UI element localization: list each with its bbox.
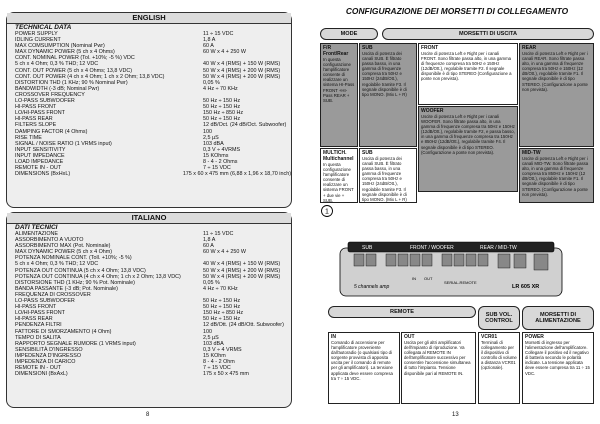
spec-label: ASSORBIMENTO A VUOTO xyxy=(15,237,84,244)
spec-label: LOAD IMPEDANCE xyxy=(15,158,64,165)
amp-model: LR 605 XR xyxy=(512,284,540,290)
spec-value: 60 W x 4 + 250 W xyxy=(203,49,246,56)
power-desc: POWER Morsetti di ingresso per l'alimentazione dell'amplificatore. Collegare il positivo ed il negativo di batteria secondo le polarità indicate. La tensione applicata deve essere compresa tra 11 ÷ 15 VDC. xyxy=(522,332,594,404)
spec-value: 0,3 V ÷ 4VRMS xyxy=(203,146,241,153)
amp-label-front: FRONT / WOOFER xyxy=(410,245,454,251)
spec-value: 0,3 V ÷ 4 VRMS xyxy=(203,346,242,353)
spec-value: 60 A xyxy=(203,243,214,250)
mode-multichannel: MULTICH. Multichannel In questa configurazione l'amplificatore consente di realizzare un sistema FRONT + due vie + SUB. xyxy=(320,148,358,203)
spec-label: POWER SUPPLY xyxy=(15,31,58,37)
spec-value: 50 W x 4 (RMS) + 200 W (RMS) xyxy=(203,73,281,80)
outputs-header: MORSETTI DI USCITA xyxy=(382,28,594,40)
spec-label: HI-PASS REAR xyxy=(15,116,53,123)
spec-label: SENSIBILITÀ D'INGRESSO xyxy=(15,346,83,353)
spec-value: 1,8 A xyxy=(203,237,216,244)
spec-value: 100 xyxy=(203,328,212,335)
spec-row xyxy=(7,371,291,377)
spec-value: 4 Hz ÷ 70 KHz xyxy=(203,285,238,292)
spec-label: DAMPING FACTOR (4 Ohms) xyxy=(15,128,88,135)
italiano-subheader: DATI TECNICI xyxy=(15,224,58,231)
english-spec-table xyxy=(7,31,291,177)
spec-label: 5 ch x 4 Ohm; 0,3 % THD; 12 VDC xyxy=(15,261,99,268)
spec-value: 50 W x 4 (RMS) + 200 W (RMS) xyxy=(203,67,281,74)
remote-out-desc: OUT Uscita per gli altri amplificatori dell'impianto di riproduzione. Va collegata al REMOTE IN dell'amplificatore successivo per consentire l'accensione simultanea di tutto l'impianto. Tensione disponibile pari al REMOTE IN. xyxy=(401,332,476,404)
spec-value: 50 Hz ÷ 150 Hz xyxy=(203,116,241,123)
amp-label-rear: REAR / MID-TW xyxy=(480,245,517,251)
italiano-header: ITALIANO xyxy=(7,213,291,224)
spec-label: DISTORSIONE THD (1 KHz; 90 % Pot. Nominale) xyxy=(15,279,135,286)
spec-value: 0,05 % xyxy=(203,79,220,86)
spec-label: HI-PASS FRONT xyxy=(15,104,57,111)
remote-header: REMOTE xyxy=(328,306,476,318)
italiano-spec-table xyxy=(7,231,291,377)
spec-label: TEMPO DI SALITA xyxy=(15,334,61,341)
right-page-number: 13 xyxy=(452,412,459,418)
spec-value: 8 - 4 - 2 Ohm xyxy=(203,358,235,365)
spec-label: DISTORTION THD (1 KHz; 90 % Nominal Pwr) xyxy=(15,79,128,86)
sub-output-1: SUB Uscita di potenza dei canali SUB. È filtrato passa basso, in una gamma di frequenze compresa tra 50Hz e 150Hz (24dB/Ott.), regolabile tramite F3. Il segnale disponibile è di tipo MONO. (Mix L + R) xyxy=(359,43,417,147)
spec-label: BANDA PASSANTE (-3 dB; Pot. Nominale) xyxy=(15,285,118,292)
spec-value: 50 Hz ÷ 150 Hz xyxy=(203,304,241,311)
spec-label: RISE TIME xyxy=(15,134,42,141)
amp-label-sub: SUB xyxy=(362,245,373,251)
spec-value: 12 dB/Ott. (24 dB/Ott. Subwoofer) xyxy=(203,322,284,329)
mode-header: MODE xyxy=(320,28,378,40)
rear-output: REAR Uscite di potenza Left e Right per i canali REAR. Sono filtrate passa alto, in una gamma di frequenze compresa tra 50Hz e 150Hz (12 dB/Ott.), regolabile tramite F1. Il segnale disponibile è di tipo STEREO. (Configurazione a ponte non prevista). xyxy=(519,43,594,147)
woofer-output: WOOFER Uscite di potenza Left e Right per i canali WOOFER. Sono filtrate passa alto, in una gamma di frequenze compresa tra 50Hz e 150Hz (12dB/Ott.), regolabile tramite F2, e passa basso, in una gamma di frequenze compresa tra 150Hz e 850Hz (12dB/Ott.), regolabile tramite F4. Il segnale disponibile è di tipo STEREO. (Configurazione a ponte non prevista). xyxy=(418,106,518,192)
spec-label: LO-PASS SUBWOOFER xyxy=(15,298,75,305)
spec-value: 50 Hz ÷ 150 Hz xyxy=(203,98,241,105)
spec-label: REMOTE IN - OUT xyxy=(15,365,62,372)
spec-label: LO/HI-PASS FRONT xyxy=(15,110,65,117)
spec-value: 100 xyxy=(203,128,212,135)
amp-brand: 5 channels amp xyxy=(354,284,390,290)
spec-value: 40 W x 4 (RMS) + 150 W (RMS) xyxy=(203,261,281,268)
spec-label: SIGNAL / NOISE RATIO (1 VRMS input) xyxy=(15,140,112,147)
spec-value: 50 Hz ÷ 150 Hz xyxy=(203,298,241,305)
spec-label: CROSSOVER FREQUENCY xyxy=(15,91,85,98)
spec-row xyxy=(7,171,291,177)
spec-label: 5 ch x 4 Ohm; 0,3 % THD; 12 VDC xyxy=(15,61,99,68)
spec-label: INPUT SENSITIVITY xyxy=(15,146,66,153)
english-header: ENGLISH xyxy=(7,13,291,24)
spec-value: 2,5 µS xyxy=(203,334,219,341)
spec-value: 103 dBA xyxy=(203,340,224,347)
spec-label: POTENZA OUT CONTINUA (5 ch x 4 Ohm; 13,8 VDC) xyxy=(15,267,146,274)
spec-value: 7 ÷ 15 VDC xyxy=(203,165,231,172)
power-terminals-header: MORSETTI DI ALIMENTAZIONE xyxy=(522,306,594,330)
spec-value: 4 Hz ÷ 70 KHz xyxy=(203,85,238,92)
remote-in-desc: IN Comando di accensione per l'amplificatore proveniente dall'autoradio (o qualsiasi tipo di sorgente provvista di apposita uscita per il comando di remote per gli amplificatori). La tensione applicata deve essere compresa tra 7 ÷ 15 VDC. xyxy=(328,332,400,404)
page-title: CONFIGURAZIONE DEI MORSETTI DI COLLEGAMENTO xyxy=(345,6,569,16)
spec-value: 50 Hz ÷ 150 Hz xyxy=(203,316,241,323)
spec-label: ASSORBIMENTO MAX (Pot. Nominale) xyxy=(15,243,111,250)
spec-value: 12 dB/Oct. (24 dB/Oct. Subwoofer) xyxy=(203,122,287,129)
amp-io-in: IN xyxy=(412,276,416,281)
spec-value: 7 ÷ 15 VDC xyxy=(203,365,231,372)
spec-value: 50 W x 4 (RMS) + 200 W (RMS) xyxy=(203,267,281,274)
amp-serial: SERIAL-REMOTE xyxy=(444,280,477,285)
spec-label: ALIMENTAZIONE xyxy=(15,231,59,237)
spec-label: RAPPORTO SEGNALE RUMORE (1 VRMS input) xyxy=(15,340,136,347)
spec-label: REMOTE IN - OUT xyxy=(15,165,62,172)
spec-label: PENDENZA FILTRI xyxy=(15,322,62,329)
front-output: FRONT Uscite di potenza Left e Right per i canali FRONT. Sono filtrate passa alto, in una gamma di frequenze compresa tra 50Hz e 150Hz (12dB/Ott.), regolabile tramite F2. Il segnale disponibile è di tipo STEREO (Configurazione a ponte non prevista). xyxy=(418,43,518,105)
amplifier-illustration xyxy=(340,236,562,300)
spec-label: FILTERS SLOPE xyxy=(15,122,57,129)
english-spec-box xyxy=(6,12,292,208)
spec-label: MAX COMSUMPTION (Nominal Pwr) xyxy=(15,43,105,50)
spec-label: POTENZA NOMINALE CONT. (Toll. +10%; -5 %) xyxy=(15,255,132,262)
spec-value: 2,5 µS xyxy=(203,134,219,141)
spec-value: 150 Hz ÷ 850 Hz xyxy=(203,110,244,117)
spec-value: 175 x 50 x 475 mm xyxy=(203,371,249,378)
spec-value: 50 Hz ÷ 150 Hz xyxy=(203,104,241,111)
spec-value: 60 W x 4 + 250 W xyxy=(203,249,246,256)
spec-label: CONT. NOMINAL POWER (Tol. +10%; -5 %) VDC xyxy=(15,55,135,62)
spec-label: INPUT IMPEDANCE xyxy=(15,152,65,159)
spec-label: BANDWIDTH (-3 dB; Nominal Pwr) xyxy=(15,85,100,92)
spec-value: 15 KOhms xyxy=(203,152,229,159)
midtw-output: MID-TW Uscite di potenza Left e Right per i canali MID-TW. Sono filtrate passa alto, in una gamma di frequenze compresa tra 850Hz e 150Hz (12 dB/Ott.), regolabile tramite F1. Il segnale disponibile è di tipo STEREO. (Configurazione a ponte non prevista). xyxy=(519,148,594,203)
spec-label: HI-PASS FRONT xyxy=(15,304,57,311)
spec-label: IMPEDENZA D'INGRESSO xyxy=(15,352,82,359)
spec-value: 40 W x 4 (RMS) + 150 W (RMS) xyxy=(203,61,281,68)
spec-value: 8 - 4 - 2 Ohms xyxy=(203,158,238,165)
spec-value: 175 x 60 x 475 mm (6,88 x 1,96 x 18,70 inch) xyxy=(182,171,291,178)
spec-value: 11 ÷ 15 VDC xyxy=(203,231,234,237)
spec-label: DIMENSIONS (BxHxL) xyxy=(15,171,71,178)
spec-value: 150 Hz ÷ 850 Hz xyxy=(203,310,244,317)
left-page-number: 8 xyxy=(146,412,150,418)
spec-value: 15 KOhm xyxy=(203,352,226,359)
sub-vol-control-header: SUB VOL. CONTROL xyxy=(478,306,520,330)
svg-text:1: 1 xyxy=(325,208,329,216)
spec-label: DIMENSIONI (BxAxL) xyxy=(15,371,68,378)
spec-label: CONT. OUT POWER (5 ch x 4 Ohms; 13,8 VDC) xyxy=(15,67,133,74)
marker-1 xyxy=(320,204,334,218)
spec-value: 11 ÷ 15 VDC xyxy=(203,31,234,37)
spec-label: MAX DYNAMIC POWER (5 ch x 4 Ohm) xyxy=(15,249,113,256)
spec-label: LO-PASS SUBWOOFER xyxy=(15,98,75,105)
spec-label: FATTORE DI SMORZAMENTO (4 Ohm) xyxy=(15,328,112,335)
spec-label: MAX DYNAMIC POWER (5 ch x 4 Ohms) xyxy=(15,49,115,56)
spec-label: IDLING CURRENT xyxy=(15,37,61,44)
spec-value: 60 A xyxy=(203,43,214,50)
amp-io-out: OUT xyxy=(424,276,433,281)
spec-label: LO/HI-PASS FRONT xyxy=(15,310,65,317)
spec-label: CONT. OUT POWER (4 ch x 4 Ohm; 1 ch x 2 Ohm; 13,8 VDC) xyxy=(15,73,165,80)
spec-value: 103 dBA xyxy=(203,140,224,147)
english-subheader: TECHNICAL DATA xyxy=(15,24,72,31)
spec-label: FREQUENZA DI CROSSOVER xyxy=(15,291,91,298)
spec-label: POTENZA OUT CONTINUA (4 ch x 4 Ohm; 1 ch x 2 Ohm; 13,8 VDC) xyxy=(15,273,181,280)
spec-label: HI-PASS REAR xyxy=(15,316,53,323)
spec-value: 50 W x 4 (RMS) + 200 W (RMS) xyxy=(203,273,281,280)
italiano-spec-box xyxy=(6,212,292,408)
spec-value: 1,8 A xyxy=(203,37,216,44)
vcr01-desc: VCR01 Terminali di collegamento per il dispositivo di controllo di volume a distanza VCR01 (opzionale). xyxy=(478,332,520,404)
sub-output-2: SUB Uscita di potenza dei canali SUB. È filtrato passa basso, in una gamma di frequenze compresa tra 50Hz e 150Hz (24dB/Ott.), regolabile tramite F3. Il segnale disponibile è di tipo MONO. (Mix L + R) xyxy=(359,148,417,203)
spec-value: 0,05 % xyxy=(203,279,220,286)
mode-front-rear: F/R Front/Rear In questa configurazione l'amplificatore consente di realizzare un sistema HI-Pass FRONT +HI-Pass REAR + SUB. xyxy=(320,43,358,147)
spec-label: IMPEDENZA DI CARICO xyxy=(15,358,76,365)
